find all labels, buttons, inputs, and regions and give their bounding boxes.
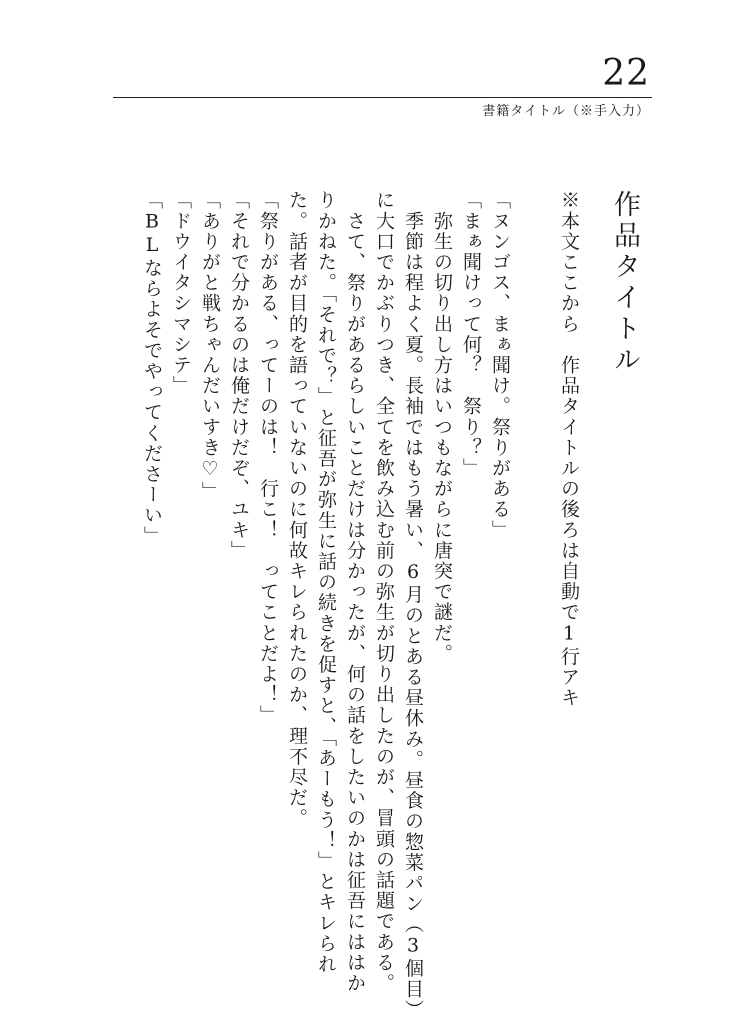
body-line-7: に大口でかぶりつき、全てを飲み込む前の弥生が切り出したのが、冒頭の話題である。 xyxy=(373,190,395,994)
body-line-5: 弥生の切り出し方はいつもながらに唐突で謎だ。 xyxy=(431,190,453,664)
body-line-14: 「ドウイタシマシテ」 xyxy=(170,190,192,396)
book-title: 書籍タイトル（※手入力） xyxy=(482,104,650,119)
body-line-1: ※本文ここから 作品タイトルの後ろは自動で1行アキ xyxy=(558,190,580,708)
body-line-3: 「ヌンゴス、まぁ聞け。祭りがある」 xyxy=(489,190,511,541)
body-line-15: 「BLならよそでやってくださーい」 xyxy=(141,190,163,547)
body-line-11: 「祭りがある、ってーのは！ 行こ！ ってことだよ！」 xyxy=(257,190,279,726)
page-number: 22 xyxy=(602,53,650,94)
body-line-9: りかねた。「それで？」と征吾が弥生に話の続きを促すと、「あーもう！」とキレられ xyxy=(315,190,337,975)
body-line-10: た。話者が目的を語っていないのに何故キレられたのか、理不尽だ。 xyxy=(286,190,308,829)
body-line-8: さて、祭りがあるらしいことだけは分かったが、何の話をしたいのかは征吾にははか xyxy=(344,190,366,994)
work-title: 作品タイトル xyxy=(609,190,640,376)
body-line-12: 「それで分かるのは俺だけだぞ、ユキ」 xyxy=(228,190,250,561)
body-line-4: 「まぁ聞けって何？ 祭り？」 xyxy=(460,190,482,479)
header-rule xyxy=(113,97,652,98)
body-line-6: 季節は程よく夏。長袖ではもう暑い、6月のとある昼休み。昼食の惣菜パン（3個目） xyxy=(402,190,424,1020)
body-line-13: 「ありがと戦ちゃんだいすき♡」 xyxy=(199,190,221,502)
